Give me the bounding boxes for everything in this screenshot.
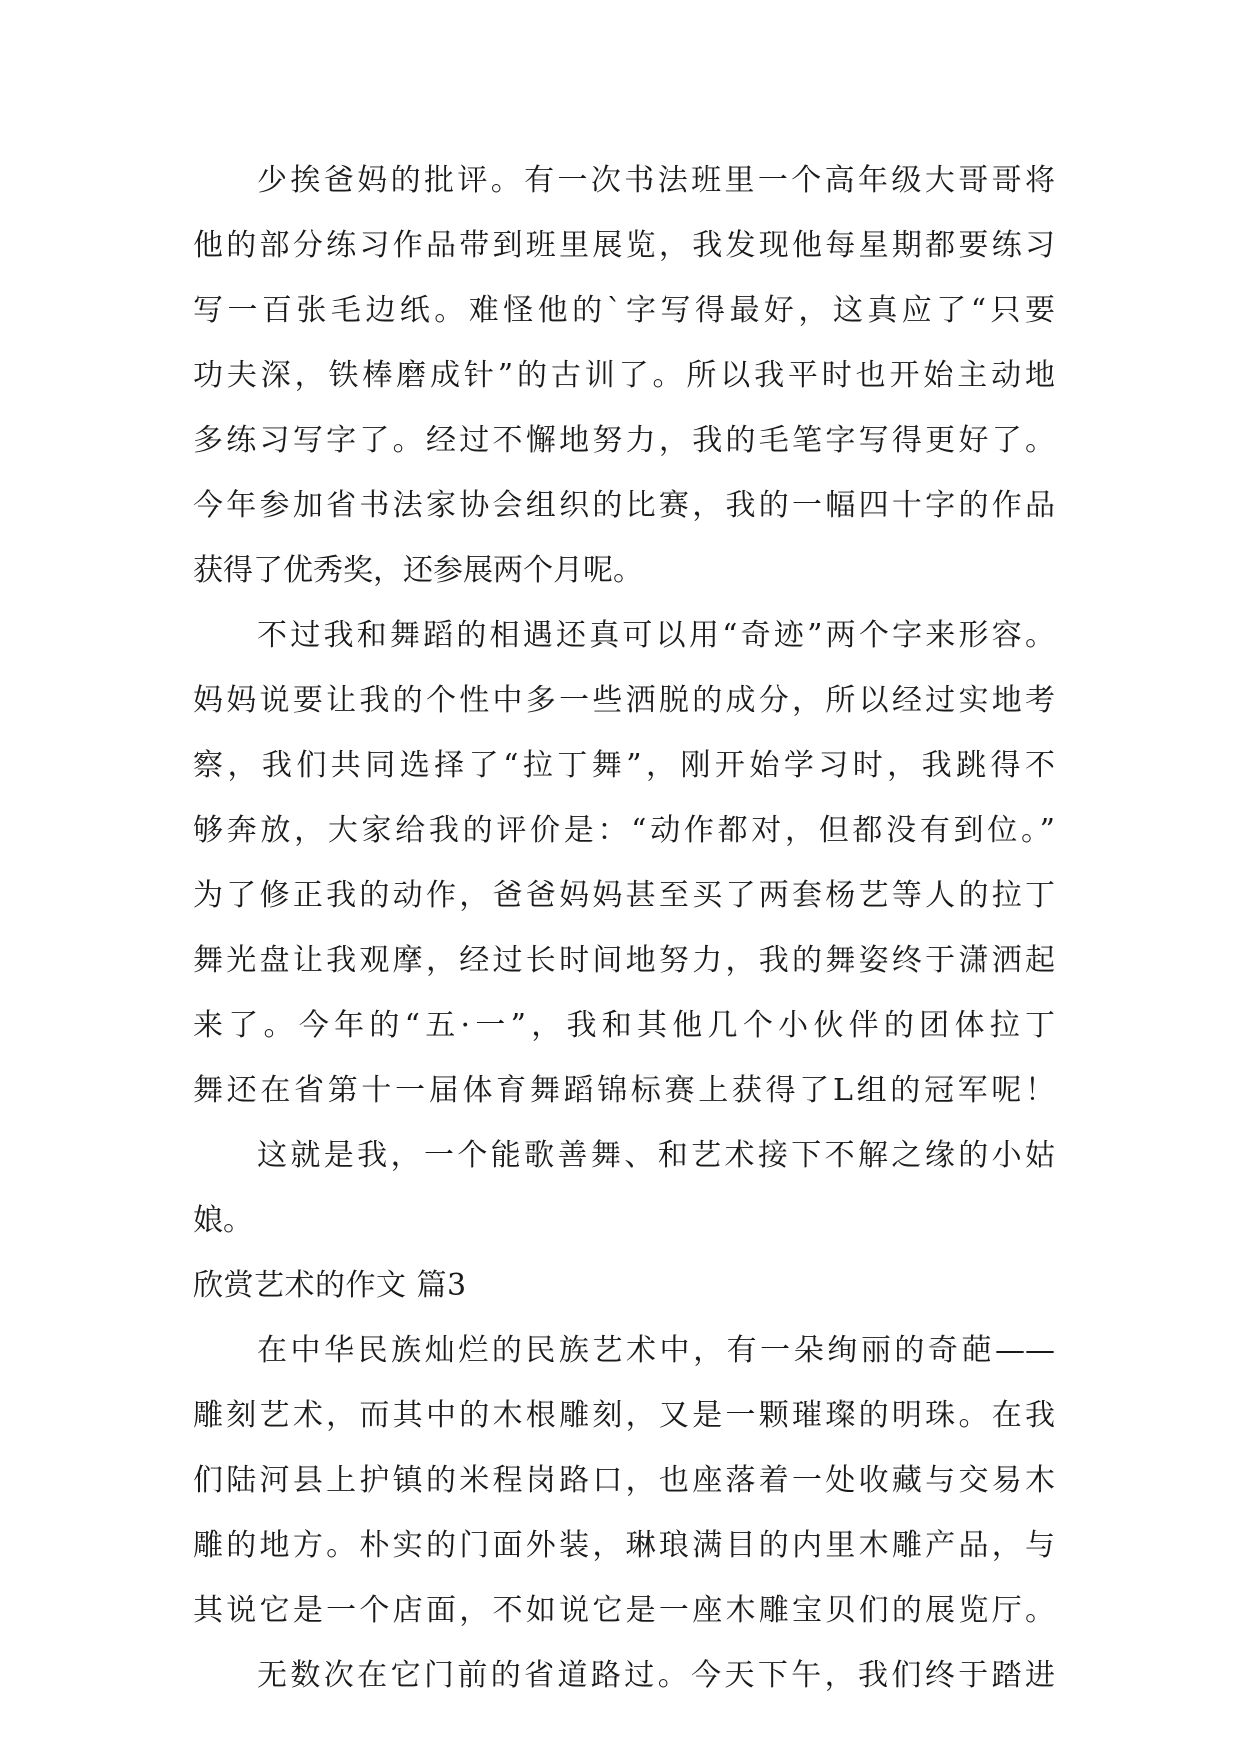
paragraph-line: 不过我和舞蹈的相遇还真可以用“奇迹”两个字来形容。 [257,618,1055,653]
paragraph-line: 够奔放，大家给我的评价是：“动作都对，但都没有到位。” [193,813,1055,848]
paragraph-line: 这就是我，一个能歌善舞、和艺术接下不解之缘的小姑 [257,1138,1055,1173]
document-body [193,160,1055,1720]
paragraph-line: 今年参加省书法家协会组织的比赛，我的一幅四十字的作品 [193,488,1055,523]
paragraph-line: 无数次在它门前的省道路过。今天下午，我们终于踏进 [257,1658,1055,1693]
paragraph-line: 们陆河县上护镇的米程岗路口，也座落着一处收藏与交易木 [193,1463,1055,1498]
paragraph-line: 在中华民族灿烂的民族艺术中，有一朵绚丽的奇葩—— [257,1333,1055,1368]
section-heading: 欣赏艺术的作文 篇3 [193,1268,467,1303]
paragraph-line: 写一百张毛边纸。难怪他的`字写得最好，这真应了“只要 [193,293,1055,328]
paragraph-line: 少挨爸妈的批评。有一次书法班里一个高年级大哥哥将 [257,163,1055,198]
paragraph-line: 舞还在省第十一届体育舞蹈锦标赛上获得了L组的冠军呢！ [193,1073,1055,1108]
paragraph-line: 舞光盘让我观摩，经过长时间地努力，我的舞姿终于潇洒起 [193,943,1055,978]
paragraph-line: 获得了优秀奖，还参展两个月呢。 [193,553,643,588]
paragraph-line: 来了。今年的“五·一”，我和其他几个小伙伴的团体拉丁 [193,1008,1055,1043]
paragraph-line: 功夫深，铁棒磨成针”的古训了。所以我平时也开始主动地 [193,358,1055,393]
paragraph-line: 雕的地方。朴实的门面外装，琳琅满目的内里木雕产品，与 [193,1528,1055,1563]
paragraph-line: 察，我们共同选择了“拉丁舞”，刚开始学习时，我跳得不 [193,748,1055,783]
paragraph-line: 其说它是一个店面，不如说它是一座木雕宝贝们的展览厅。 [193,1593,1055,1628]
paragraph-line: 娘。 [193,1203,253,1238]
paragraph-line: 他的部分练习作品带到班里展览，我发现他每星期都要练习 [193,228,1055,263]
paragraph-line: 雕刻艺术，而其中的木根雕刻，又是一颗璀璨的明珠。在我 [193,1398,1055,1433]
paragraph-line: 为了修正我的动作，爸爸妈妈甚至买了两套杨艺等人的拉丁 [193,878,1055,913]
paragraph-line: 多练习写字了。经过不懈地努力，我的毛笔字写得更好了。 [193,423,1055,458]
paragraph-line: 妈妈说要让我的个性中多一些洒脱的成分，所以经过实地考 [193,683,1055,718]
